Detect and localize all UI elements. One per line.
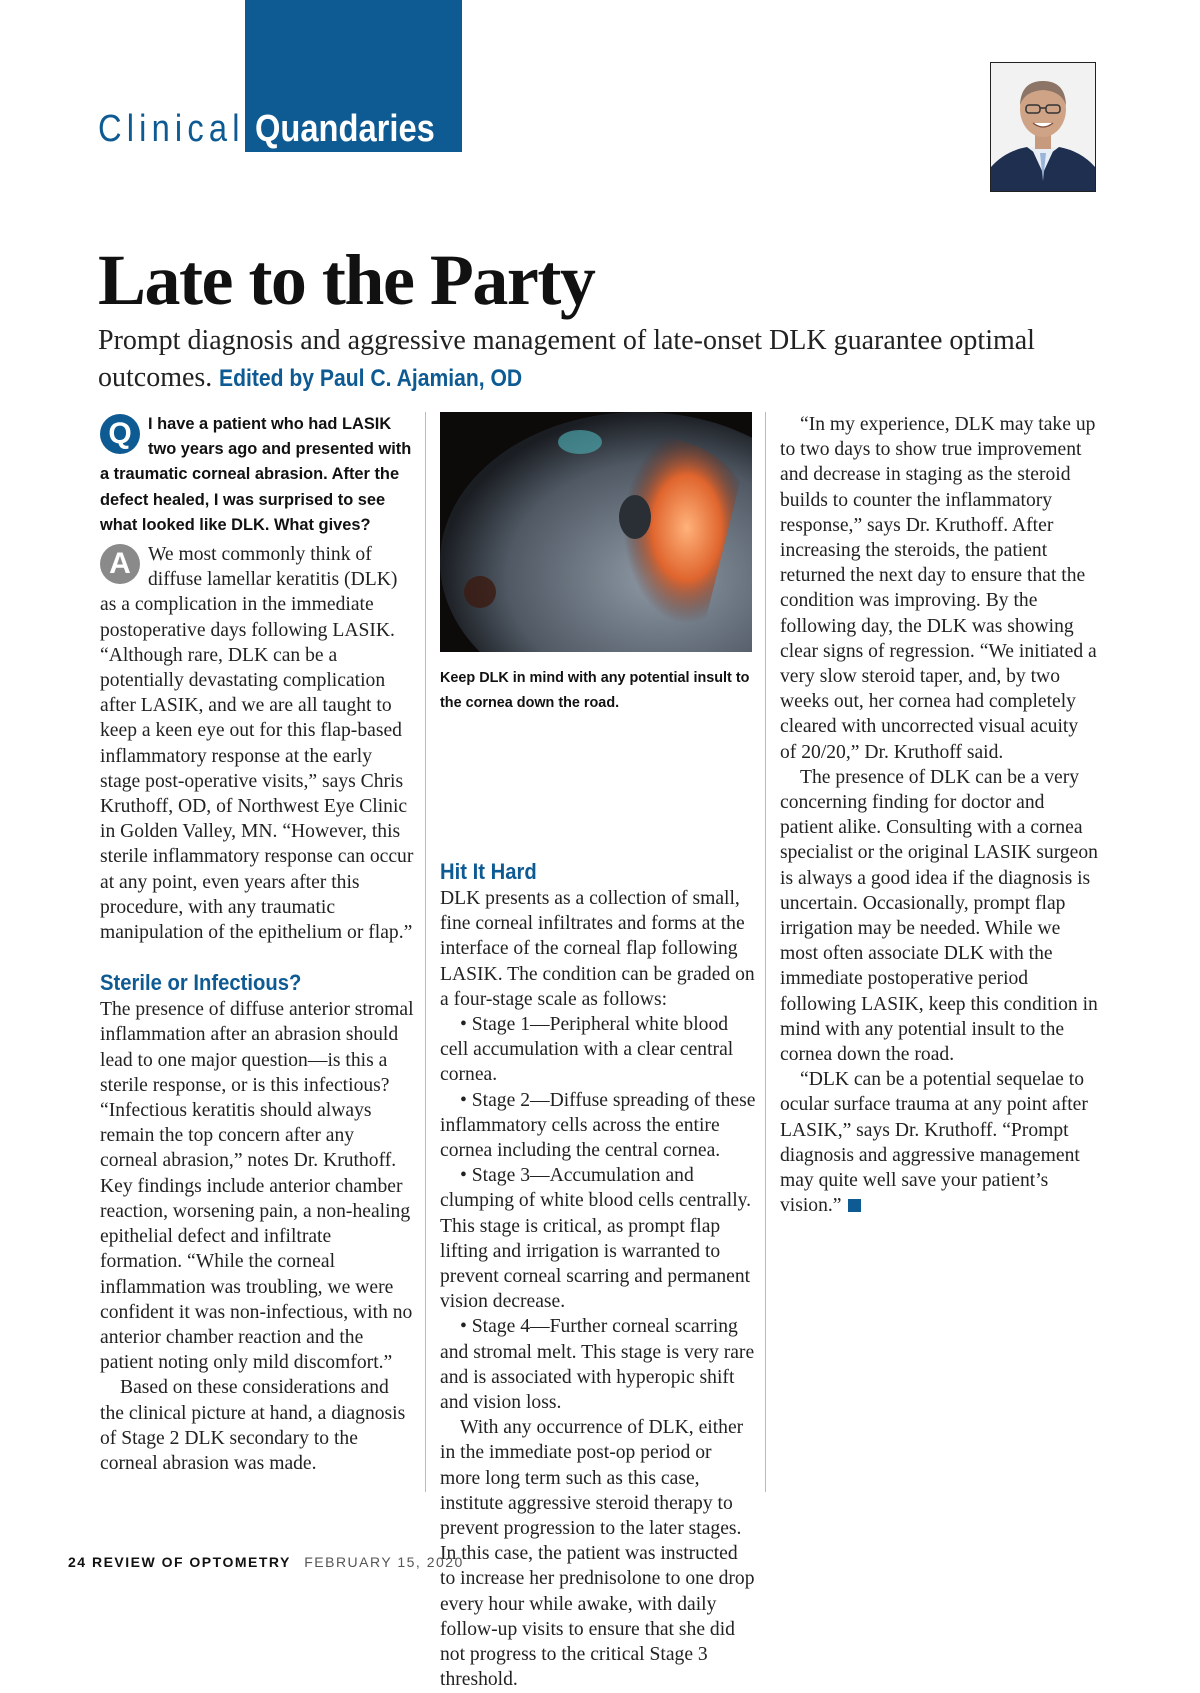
column-divider xyxy=(765,412,766,1492)
deck-text: Prompt diagnosis and aggressive management of late-onset DLK guarantee optimal outcomes. xyxy=(98,325,1035,393)
column-1 xyxy=(100,412,416,1476)
stage-1: • Stage 1—Peripheral white blood cell accumulation with a clear central cornea. xyxy=(440,1014,734,1086)
stage-2: • Stage 2—Diffuse spreading of these inflammatory cells across the entire cornea including the central cornea. xyxy=(440,1089,756,1162)
magazine-name: REVIEW OF OPTOMETRY xyxy=(91,1554,291,1570)
stage-3: • Stage 3—Accumulation and clumping of white blood cells centrally. This stage is critical, as prompt flap lifting and irrigation is warranted to prevent corneal scarring and permanent vision decrease. xyxy=(440,1165,752,1313)
paragraph-experience: “In my experience, DLK may take up to two days to show true improvement and decrease in staging as the steroid builds to counter the inflammatory response,” says Dr. Kruthoff. After increasing the steroids, the patient returned the next day to ensure that the condition was improving. By the following day, the DLK was showing clear signs of regression. “We initiated a very slow steroid taper, and, by two weeks out, her cornea had completely cleared with uncorrected visual acuity of 20/20,” Dr. Kruthoff said. xyxy=(780,414,1097,763)
continued-spacer xyxy=(440,716,756,858)
section-label-bold: Quandaries xyxy=(255,108,435,150)
column-3 xyxy=(780,412,1098,1219)
dlk-slit-lamp-photo xyxy=(440,412,752,652)
paragraph-presence: The presence of DLK can be a very concerning finding for doctor and patient alike. Consulting with a cornea specialist or the original LASIK surgeon is always a good idea if the diagnosis is uncertain. Occasionally, prompt flap irrigation may be needed. While we most often associate DLK with the immediate postoperative period following LASIK, keep this condition in mind with any potential insult to the cornea down the road. xyxy=(780,766,1098,1066)
article-title: Late to the Party xyxy=(98,240,595,320)
paragraph-sterile: The presence of diffuse anterior stromal inflammation after an abrasion should lead to one major question—is this a sterile response, or is this infectious? “Infectious keratitis should always remain the top concern after any corneal abrasion,” notes Dr. Kruthoff. Key findings include anterior chamber reaction, worsening pain, a non-healing epithelial defect and infiltrate formation. “While the corneal inflammation was troubling, we were confident it was non-infectious, with no anterior chamber reaction and the patient noting only mild discomfort.” xyxy=(100,999,414,1374)
page-footer xyxy=(68,1554,464,1570)
answer-paragraph xyxy=(100,542,416,945)
section-label-light: Clinical xyxy=(98,108,245,150)
byline: Edited by Paul C. Ajamian, OD xyxy=(219,365,523,392)
figure-caption: Keep DLK in mind with any potential insult to the cornea down the road. xyxy=(440,670,750,711)
question-block xyxy=(100,412,416,538)
editor-portrait xyxy=(990,62,1096,192)
answer-badge: A xyxy=(100,544,140,584)
stage-4: • Stage 4—Further corneal scarring and stromal melt. This stage is very rare and is associated with hyperopic shift and vision loss. xyxy=(440,1316,755,1414)
editor-photo-icon xyxy=(991,63,1095,191)
paragraph-occurrence: With any occurrence of DLK, either in the immediate post-op period or more long term such as this case, institute aggressive steroid therapy to prevent progression to the later stages. In this case, the patient was instructed to increase her prednisolone to one drop every hour while awake, with daily follow-up visits to ensure that she did not progress to the critical Stage 3 threshold. xyxy=(440,1417,755,1691)
column-2 xyxy=(440,412,756,1693)
question-text: I have a patient who had LASIK two years ago and presented with a traumatic corneal abrasion. After the defect healed, I was surprised to see what looked like DLK. What gives? xyxy=(100,415,412,534)
paragraph-hit-intro: DLK presents as a collection of small, fine corneal infiltrates and forms at the interface of the corneal flap following LASIK. The condition can be graded on a four-stage scale as follows: xyxy=(440,888,755,1010)
question-badge: Q xyxy=(100,414,140,454)
subhead-hit: Hit It Hard xyxy=(440,859,537,884)
page-number: 24 xyxy=(68,1554,87,1570)
answer-text: We most commonly think of diffuse lamellar keratitis (DLK) as a complication in the immediate postoperative days following LASIK. “Although rare, DLK can be a potentially devastating complication after LASIK, and we are all taught to keep a keen eye out for this flap-based inflammatory response at the early stage post-operative visits,” says Chris Kruthoff, OD, of Northwest Eye Clinic in Golden Valley, MN. “However, this sterile inflammatory response can occur at any point, even years after this procedure, with any traumatic manipulation of the epithelium or flap.” xyxy=(100,544,414,944)
column-divider xyxy=(425,412,426,1492)
paragraph-considerations: Based on these considerations and the clinical picture at hand, a diagnosis of Stage 2 DLK secondary to the corneal abrasion was made. xyxy=(100,1377,406,1474)
subhead-sterile: Sterile or Infectious? xyxy=(100,970,302,996)
section-label xyxy=(98,104,435,154)
final-text: “DLK can be a potential sequelae to ocular surface trauma at any point after LASIK,” says Dr. Kruthoff. “Prompt diagnosis and aggressive management may quite well save your patient’s vision.” xyxy=(780,1069,1088,1217)
end-mark-icon xyxy=(848,1199,861,1212)
article-deck xyxy=(98,322,1058,397)
eye-photo-icon xyxy=(440,412,752,652)
paragraph-final xyxy=(780,1067,1098,1218)
issue-date: FEBRUARY 15, 2020 xyxy=(304,1554,464,1570)
